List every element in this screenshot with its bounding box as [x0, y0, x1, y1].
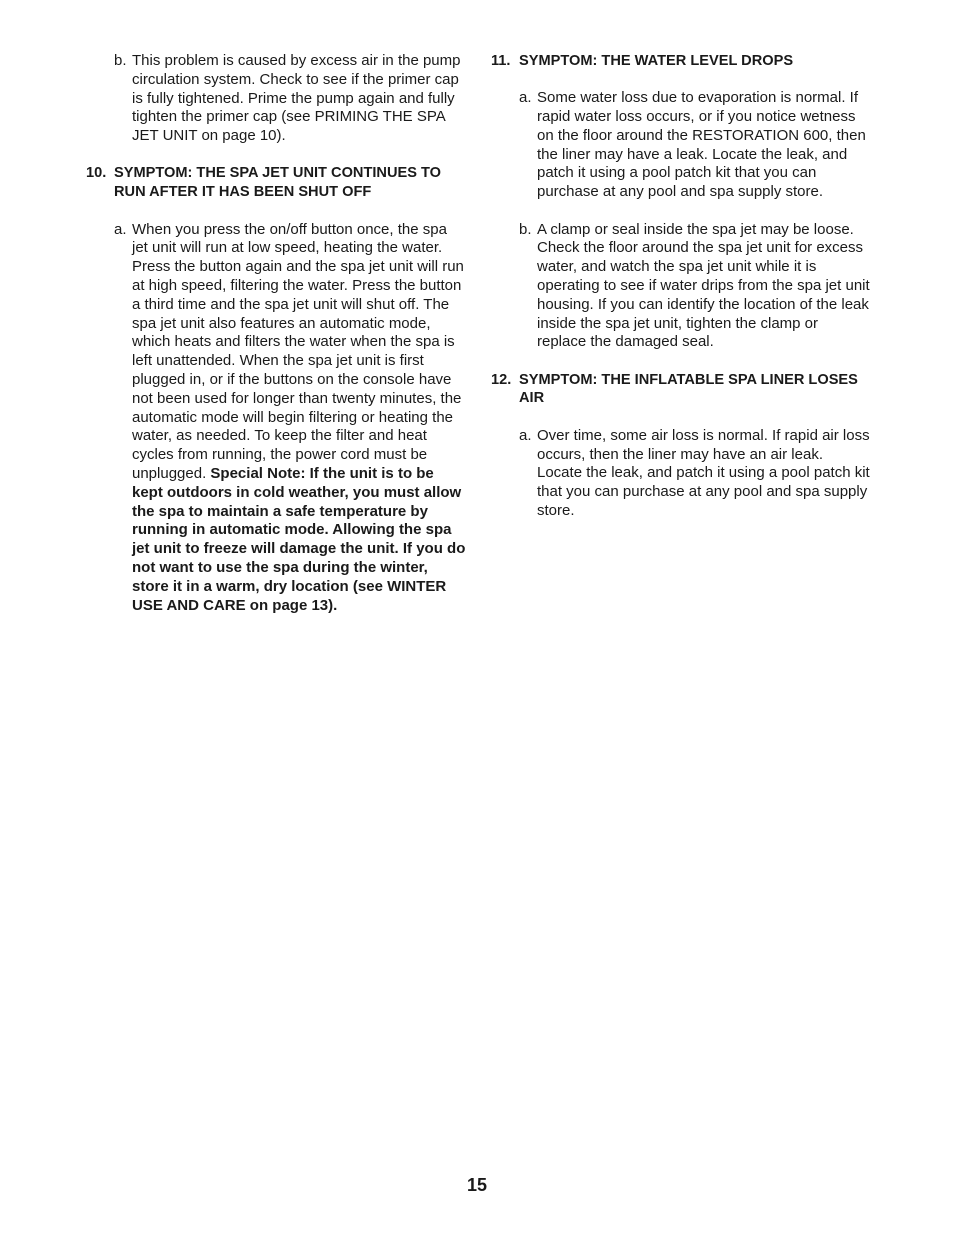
- step-text: Over time, some air loss is normal. If rapid air loss occurs, then the liner may have an air leak. Locate the leak, and patch it using a pool patch kit that you can purchase at any pool and spa supply store.: [537, 426, 870, 519]
- step-marker: a.: [114, 220, 127, 238]
- section-10-step-a: [114, 221, 466, 616]
- step-marker: b.: [114, 52, 127, 69]
- step-b-prime-pump: [114, 52, 466, 146]
- section-number: 11.: [491, 53, 511, 69]
- special-note: Special Note: If the unit is to be kept outdoors in cold weather, you must allow the spa to maintain a safe temperature by running in automatic mode. Allowing the spa jet unit to freeze will damage the unit. If you do not want to use the spa during the winter, store it in a warm, dry location (see WINTER USE AND CARE on page 13).: [132, 464, 466, 614]
- section-title: SYMPTOM: THE WATER LEVEL DROPS: [519, 53, 794, 69]
- section-number: 10.: [86, 165, 107, 182]
- section-11-step-a: [519, 89, 871, 202]
- step-text: When you press the on/off button once, the spa jet unit will run at low speed, heating the water. Press the button again and the spa jet unit will run at high speed, filtering the water. Press the button a third time and the spa jet unit will shut off. The spa jet unit also features an automatic mode, which heats and filters the water when the spa is left unattended. When the spa jet unit is first plugged in, or if the buttons on the console have not been used for longer than twenty minutes, the automatic mode will begin filtering or heating the water, as needed. To keep the filter and heat cycles from running, the power cord must be unplugged.: [132, 220, 464, 482]
- step-marker: a.: [519, 89, 532, 107]
- section-10-heading: [86, 164, 466, 202]
- step-marker: a.: [519, 426, 532, 444]
- step-text: This problem is caused by excess air in the pump circulation system. Check to see if the primer cap is fully tightened. Prime the pump again and fully tighten the primer cap (see PRIMING THE SPA JET UNIT on page 10).: [132, 52, 461, 145]
- section-11-step-b: [519, 221, 871, 353]
- right-column: [491, 52, 871, 521]
- section-title: SYMPTOM: THE SPA JET UNIT CONTINUES TO RUN AFTER IT HAS BEEN SHUT OFF: [114, 165, 442, 201]
- section-12-heading: [491, 371, 871, 409]
- section-number: 12.: [491, 371, 512, 388]
- step-body: [132, 221, 466, 616]
- section-11-heading: [491, 52, 871, 71]
- step-marker: b.: [519, 220, 532, 238]
- step-text: A clamp or seal inside the spa jet may be loose. Check the floor around the spa jet unit for excess water, and watch the spa jet unit while it is operating to see if water drips from the spa jet unit housing. If you can identify the location of the leak inside the spa jet unit, tighten the clamp or replace the damaged seal.: [537, 220, 870, 351]
- left-column: [86, 52, 466, 615]
- step-text: Some water loss due to evaporation is normal. If rapid water loss occurs, or if you notice wetness on the floor around the RESTORATION 600, then the liner may have a leak. Locate the leak, and patch it using a pool patch kit that you can purchase at any pool and spa supply store.: [537, 89, 866, 201]
- page-number: 15: [466, 1175, 488, 1195]
- section-title: SYMPTOM: THE INFLATABLE SPA LINER LOSES AIR: [519, 371, 858, 407]
- section-12-step-a: [519, 427, 871, 521]
